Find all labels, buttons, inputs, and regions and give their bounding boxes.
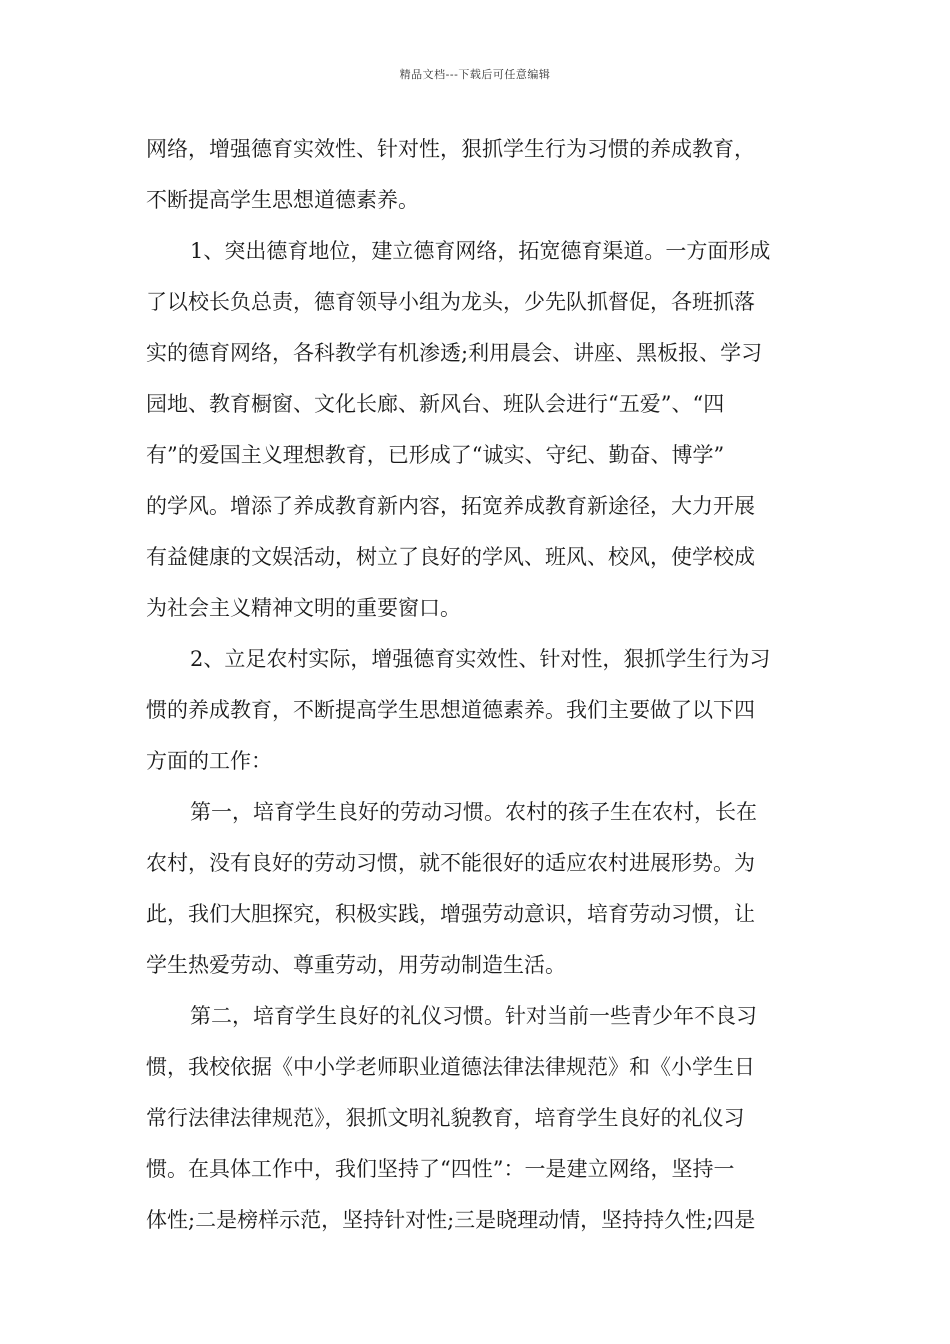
text-line: 常行法律法律规范》，狠抓文明礼貌教育，培育学生良好的礼仪习 <box>146 1106 745 1130</box>
text-line: 了以校长负总责，德育领导小组为龙头，少先队抓督促，各班抓落 <box>146 290 755 314</box>
text-line: 惯的养成教育，不断提高学生思想道德素养。我们主要做了以下四 <box>146 698 755 722</box>
text-line: 不断提高学生思想道德素养。 <box>146 188 419 212</box>
text-line: 第一，培育学生良好的劳动习惯。农村的孩子生在农村，长在 <box>190 800 757 824</box>
text-line: 此，我们大胆探究，积极实践，增强劳动意识，培育劳动习惯，让 <box>146 902 755 926</box>
text-line: 有益健康的文娱活动，树立了良好的学风、班风、校风，使学校成 <box>146 545 755 569</box>
text-line: 惯。在具体工作中，我们坚持了“四性”：一是建立网络，坚持一 <box>146 1157 735 1181</box>
document-body <box>146 124 806 1246</box>
text-line: 方面的工作： <box>146 749 272 773</box>
text-line: 学生热爱劳动、尊重劳动，用劳动制造生活。 <box>146 953 566 977</box>
text-line: 第二，培育学生良好的礼仪习惯。针对当前一些青少年不良习 <box>190 1004 757 1028</box>
text-line: 体性;二是榜样示范，坚持针对性;三是晓理动情，坚持持久性;四是 <box>146 1208 756 1232</box>
text-line: 实的德育网络，各科教学有机渗透;利用晨会、讲座、黑板报、学习 <box>146 341 763 365</box>
text-line: 农村，没有良好的劳动习惯，就不能很好的适应农村进展形势。为 <box>146 851 755 875</box>
text-line: 为社会主义精神文明的重要窗口。 <box>146 596 461 620</box>
text-line: 有”的爱国主义理想教育，已形成了“诚实、守纪、勤奋、博学” <box>146 443 725 467</box>
text-line: 园地、教育橱窗、文化长廊、新风台、班队会进行“五爱”、“四 <box>146 392 725 416</box>
text-line: 的学风。增添了养成教育新内容，拓宽养成教育新途径，大力开展 <box>146 494 755 518</box>
text-line: 2、立足农村实际，增强德育实效性、针对性，狠抓学生行为习 <box>190 647 771 671</box>
text-line: 惯，我校依据《中小学老师职业道德法律法律规范》和《小学生日 <box>146 1055 755 1079</box>
text-line: 网络，增强德育实效性、针对性，狠抓学生行为习惯的养成教育， <box>146 137 755 161</box>
text-line: 1、突出德育地位，建立德育网络，拓宽德育渠道。一方面形成 <box>190 239 771 263</box>
page-header: 精品文档---下载后可任意编辑 <box>399 68 551 81</box>
